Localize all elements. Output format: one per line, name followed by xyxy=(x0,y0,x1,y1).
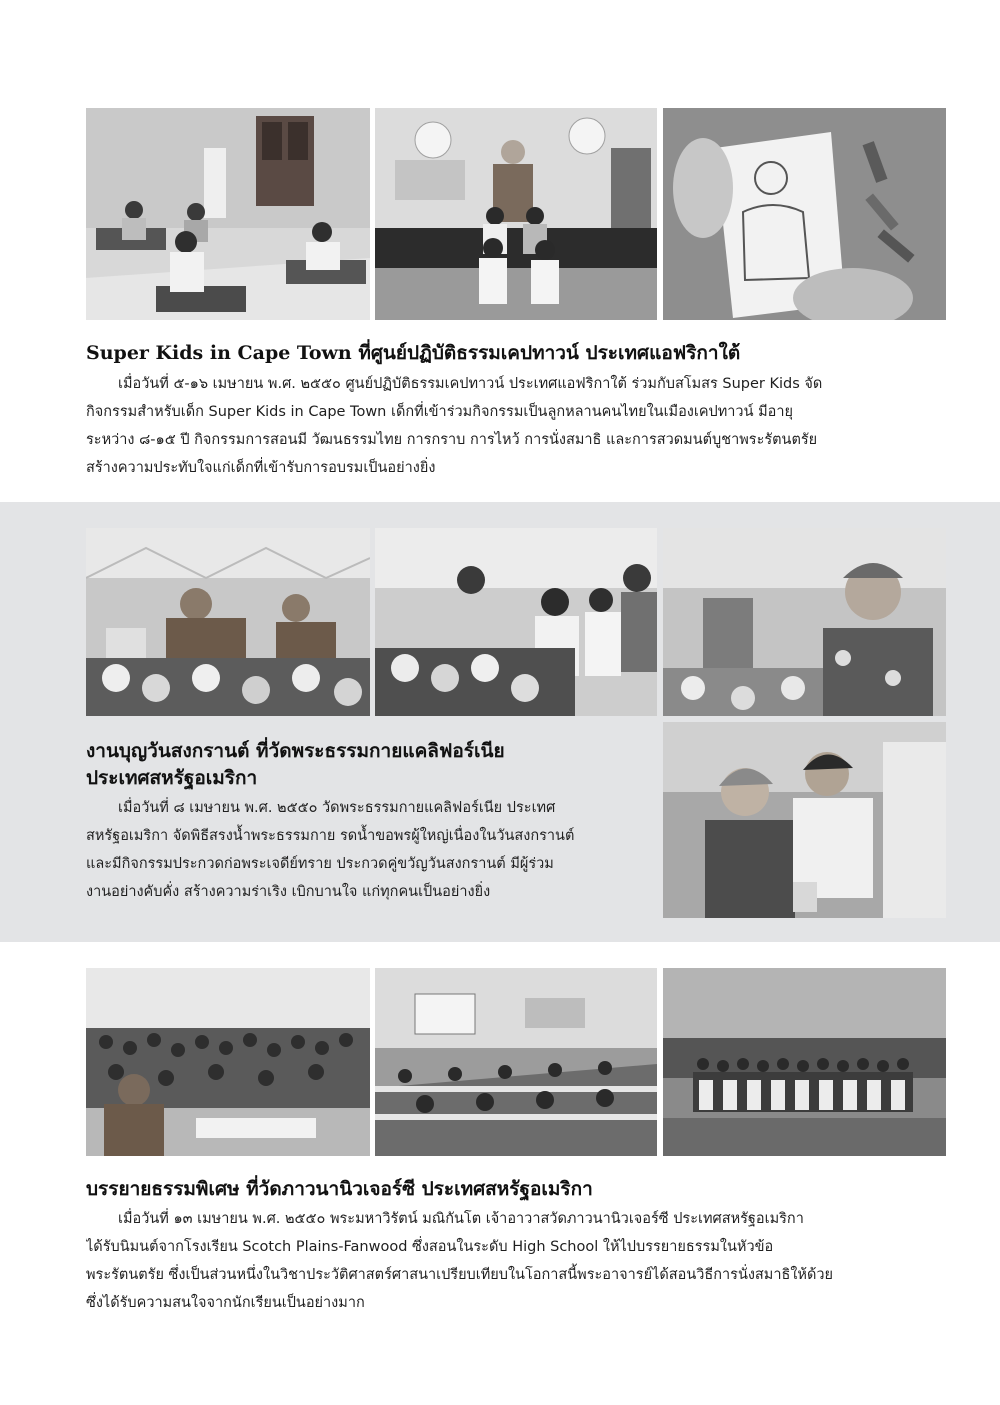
section2-title-line2: ประเทศสหรัฐอเมริกา xyxy=(86,767,258,789)
paragraph-line: ซึ่งได้รับความสนใจจากนักเรียนเป็นอย่างมาก xyxy=(86,1295,365,1311)
section1-paragraph xyxy=(86,370,948,482)
paragraph-line: พระรัตนตรัย ซึ่งเป็นส่วนหนึ่งในวิชาประวัติศาสตร์ศาสนาเปรียบเทียบในโอกาสนี้พระอาจารย์ได้สอนวิธีการนั่งสมาธิให้ด้วย xyxy=(86,1267,834,1283)
child-drawing-photo xyxy=(663,108,946,320)
paragraph-line: เมื่อวันที่ ๑๓ เมษายน พ.ศ. ๒๕๕๐ พระมหาวิรัตน์ มณิกันโต เจ้าอาวาสวัดภาวนานิวเจอร์ซี ประเทศสหรัฐอเมริกา xyxy=(118,1211,804,1227)
songkran-man-photo xyxy=(663,528,946,716)
group-photo-auditorium xyxy=(663,968,946,1156)
paragraph-line: เมื่อวันที่ ๘ เมษายน พ.ศ. ๒๕๕๐ วัดพระธรรมกายแคลิฟอร์เนีย ประเทศ xyxy=(118,800,556,816)
paragraph-line: งานอย่างคับคั่ง สร้างความร่าเริง เบิกบานใจ แก่ทุกคนเป็นอย่างยิ่ง xyxy=(86,884,491,900)
classroom-lecture-photo xyxy=(375,968,657,1156)
songkran-ladies-photo xyxy=(663,722,946,918)
section1-title: Super Kids in Cape Town ที่ศูนย์ปฏิบัติธรรมเคปทาวน์ ประเทศแอฟริกาใต้ xyxy=(86,342,741,364)
section3-title: บรรยายธรรมพิเศษ ที่วัดภาวนานิวเจอร์ซี ประเทศสหรัฐอเมริกา xyxy=(86,1178,593,1200)
paragraph-line: ได้รับนิมนต์จากโรงเรียน Scotch Plains-Fanwood ซึ่งสอนในระดับ High School ให้ไปบรรยายธรรมในหัวข้อ xyxy=(86,1239,774,1255)
paragraph-line: และมีกิจกรรมประกวดก่อพระเจดีย์ทราย ประกวดคู่ขวัญวันสงกรานต์ มีผู้ร่วม xyxy=(86,856,554,872)
paragraph-line: ระหว่าง ๘-๑๕ ปี กิจกรรมการสอนมี วัฒนธรรมไทย การกราบ การไหว้ การนั่งสมาธิ และการสวดมนต์บูชาพระรัตนตรัย xyxy=(86,432,818,448)
kids-meditation-photo xyxy=(86,108,370,320)
section2-paragraph xyxy=(86,794,646,906)
lecture-hall-audience-photo xyxy=(86,968,370,1156)
kids-with-monk-photo xyxy=(375,108,657,320)
songkran-monks-photo xyxy=(86,528,370,716)
paragraph-line: สร้างความประทับใจแก่เด็กที่เข้ารับการอบรมเป็นอย่างยิ่ง xyxy=(86,460,436,476)
paragraph-line: เมื่อวันที่ ๕-๑๖ เมษายน พ.ศ. ๒๕๕๐ ศูนย์ปฏิบัติธรรมเคปทาวน์ ประเทศแอฟริกาใต้ ร่วมกับสโมสร Super Kids จัด xyxy=(118,376,823,392)
paragraph-line: สหรัฐอเมริกา จัดพิธีสรงน้ำพระธรรมกาย รดน้ำขอพรผู้ใหญ่เนื่องในวันสงกรานต์ xyxy=(86,828,575,844)
section3-paragraph xyxy=(86,1205,948,1317)
section2-title-line1: งานบุญวันสงกรานต์ ที่วัดพระธรรมกายแคลิฟอร์เนีย xyxy=(86,740,505,762)
songkran-family-photo xyxy=(375,528,657,716)
paragraph-line: กิจกรรมสำหรับเด็ก Super Kids in Cape Town เด็กที่เข้าร่วมกิจกรรมเป็นลูกหลานคนไทยในเมืองเคปทาวน์ มีอายุ xyxy=(86,404,793,420)
